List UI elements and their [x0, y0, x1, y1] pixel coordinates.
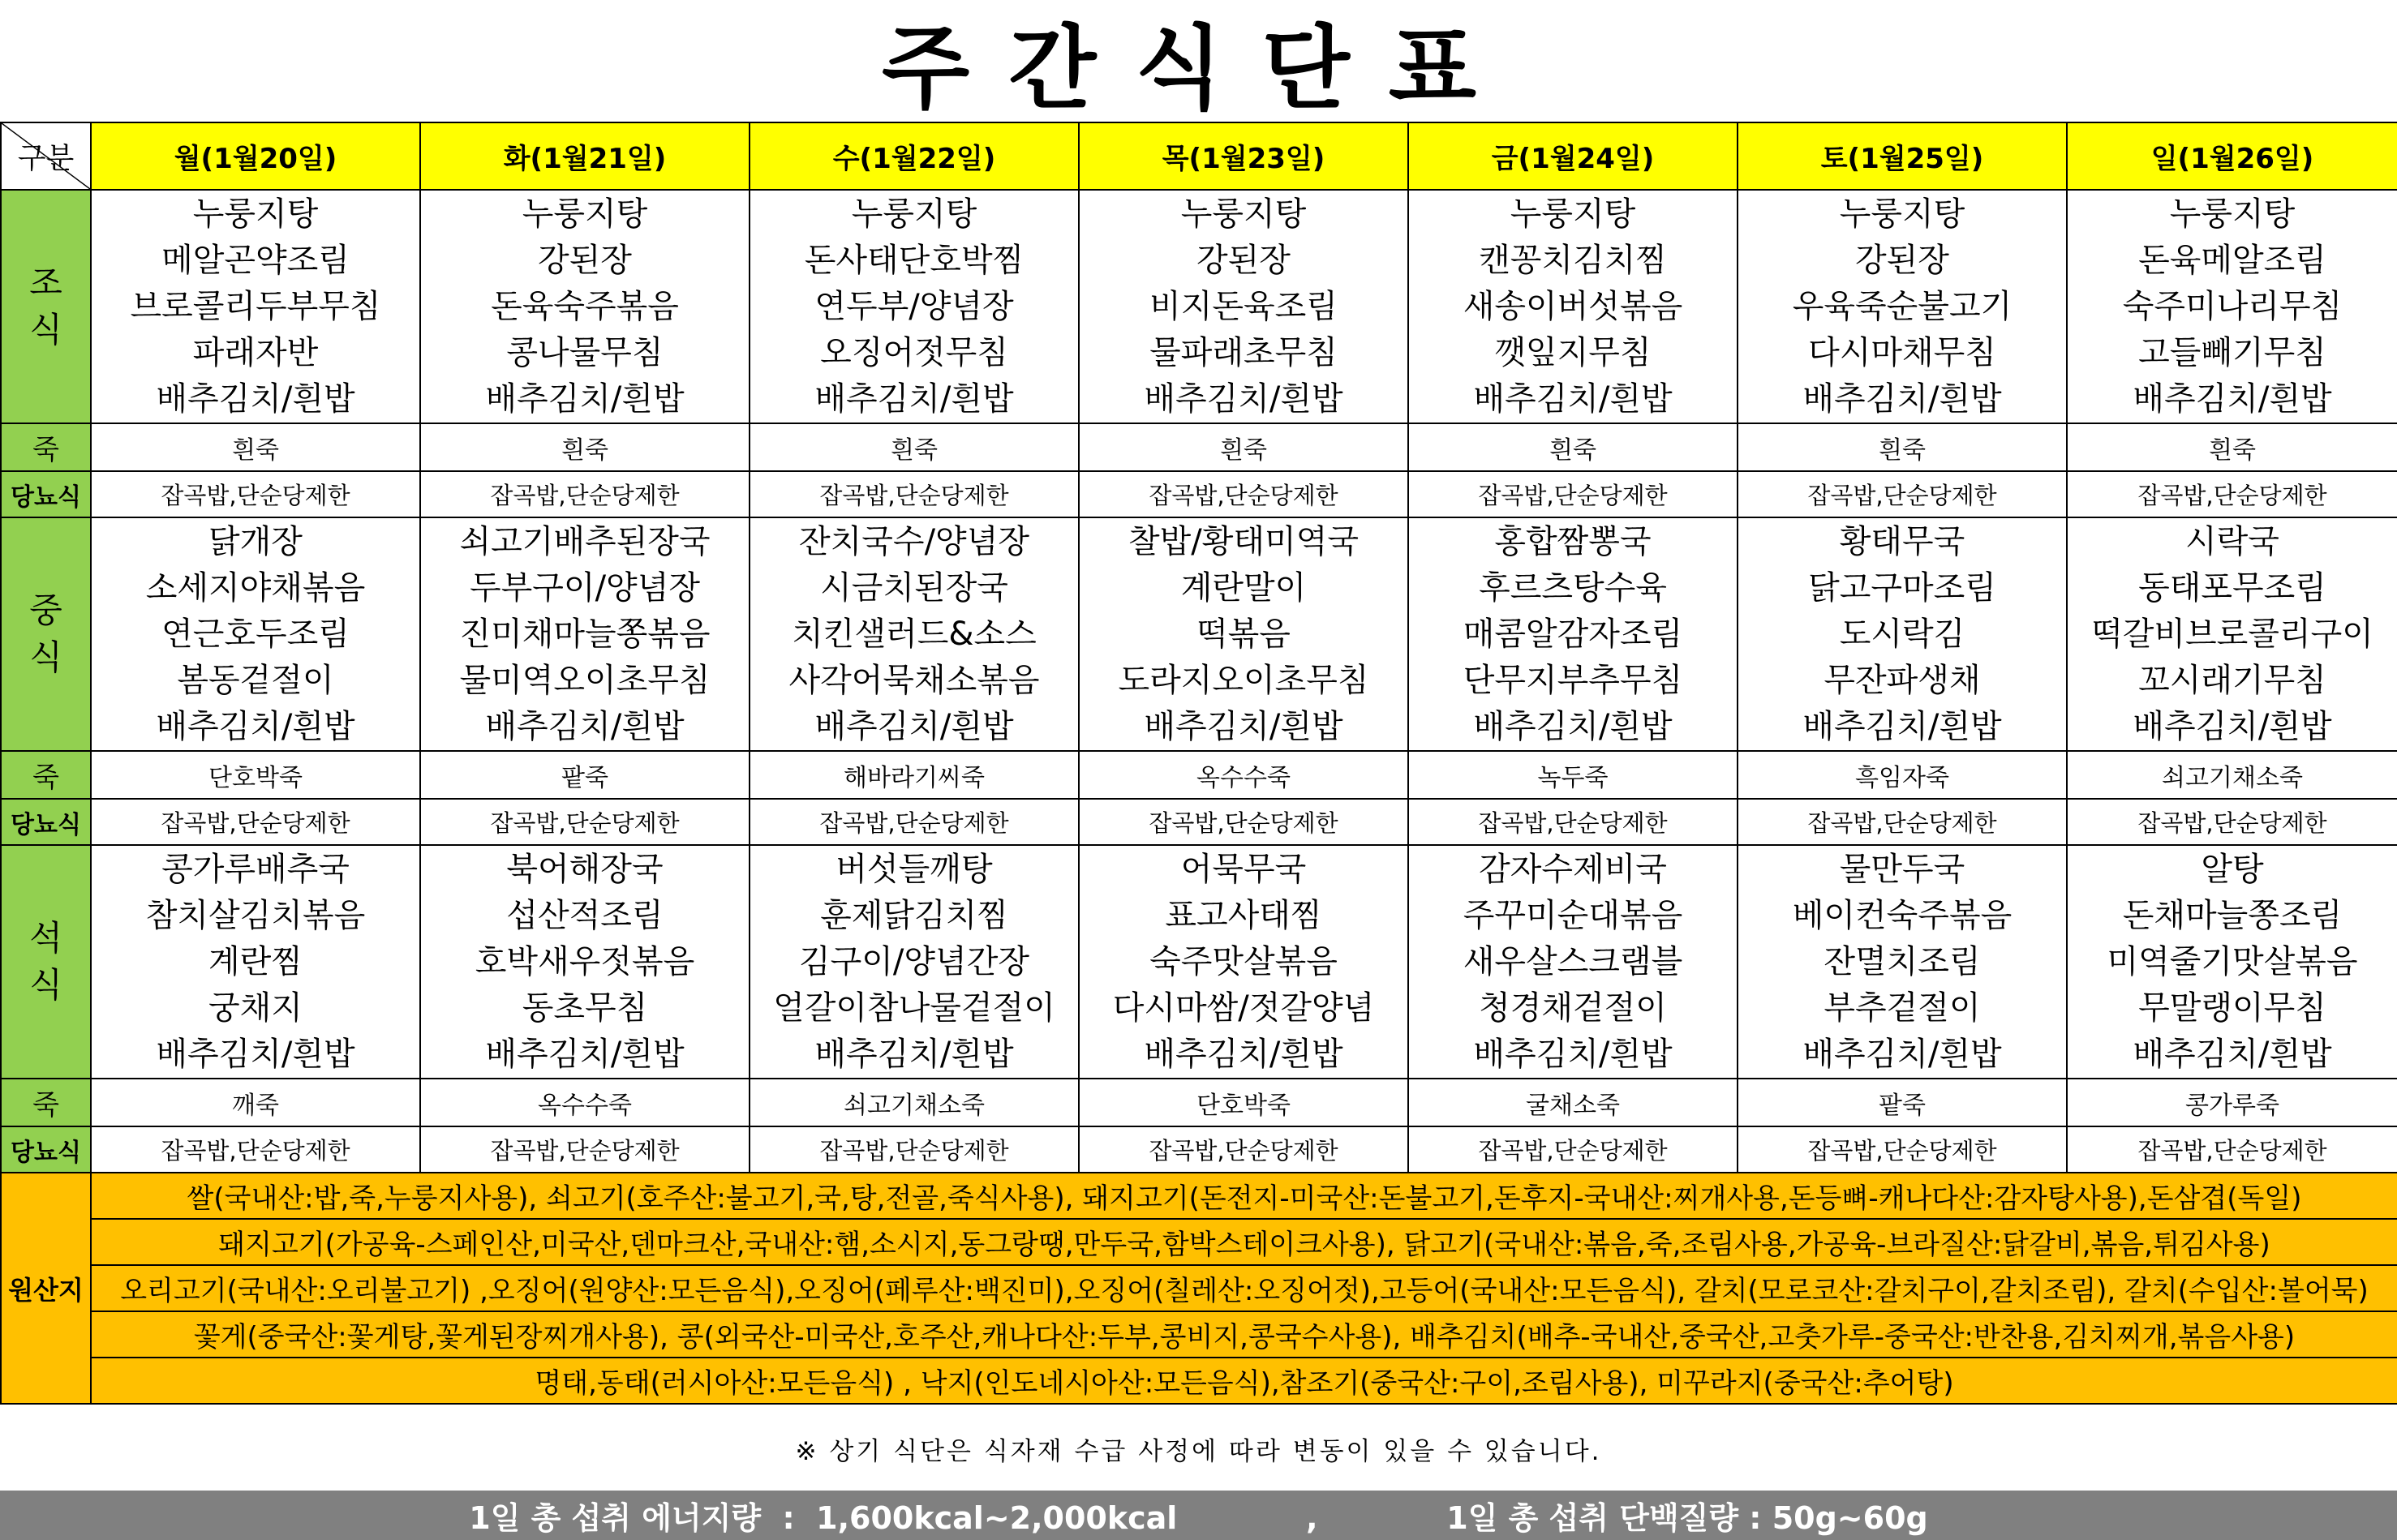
- porridge-cell: 굴채소죽: [1408, 1079, 1738, 1126]
- diabetic-cell: 잡곡밥,단순당제한: [1079, 471, 1408, 517]
- diabetic-cell: 잡곡밥,단순당제한: [1738, 471, 2067, 517]
- diabetic-cell: 잡곡밥,단순당제한: [91, 471, 420, 517]
- diabetic-cell: 잡곡밥,단순당제한: [1408, 1126, 1738, 1173]
- menu-item: 누룽지탕: [1180, 195, 1307, 233]
- menu-item: 누룽지탕: [1510, 195, 1636, 233]
- origin-row: [1, 1358, 2397, 1404]
- lunch-cell: [750, 517, 1079, 751]
- menu-item: 감자수제비국: [1479, 850, 1667, 888]
- porridge-cell: 흰죽: [2067, 423, 2397, 471]
- day-header: 금(1월24일): [1408, 122, 1738, 190]
- breakfast-cell: [1408, 190, 1738, 423]
- dinner-diabetic-row: [1, 1126, 2397, 1173]
- menu-item: 알탕: [2201, 850, 2264, 888]
- menu-item: 누룽지탕: [522, 195, 648, 233]
- menu-item: 동태포무조림: [2138, 568, 2326, 607]
- origin-row: [1, 1311, 2397, 1358]
- lunch-cell: [91, 517, 420, 751]
- menu-item: 강된장: [1196, 241, 1291, 279]
- lunch-cell: [2067, 517, 2397, 751]
- menu-item: 다시마쌈/젓갈양념: [1112, 989, 1375, 1027]
- header-row: [1, 122, 2397, 190]
- diabetic-cell: 잡곡밥,단순당제한: [2067, 1126, 2397, 1173]
- menu-item: 황태무국: [1839, 522, 1965, 560]
- breakfast-label-char: 식: [29, 310, 62, 350]
- porridge-cell: 옥수수죽: [1079, 751, 1408, 799]
- menu-item: 닭개장: [208, 522, 303, 560]
- porridge-cell: 단호박죽: [1079, 1079, 1408, 1126]
- origin-line: 오리고기(국내산:오리불고기) ,오징어(원양산:모든음식),오징어(페루산:백진미),오징어(칠레산:오징어젓),고등어(국내산:모든음식), 갈치(모로코산:갈치구이,갈치조림), 갈치(수입산:볼어묵): [91, 1265, 2397, 1311]
- menu-item: 배추김치/흰밥: [156, 1035, 355, 1073]
- diabetic-cell: 잡곡밥,단순당제한: [2067, 799, 2397, 845]
- menu-item: 청경채겉절이: [1479, 989, 1667, 1027]
- porridge-cell: 팥죽: [1738, 1079, 2067, 1126]
- menu-item: 치킨샐러드&소스: [792, 615, 1037, 653]
- menu-item: 어묵무국: [1180, 850, 1307, 888]
- menu-item: 시락국: [2185, 522, 2279, 560]
- origin-line: 꽃게(중국산:꽃게탕,꽃게된장찌개사용), 콩(외국산-미국산,호주산,캐나다산:두부,콩비지,콩국수사용), 배추김치(배추-국내산,중국산,고춧가루-중국산:반찬용,김치찌개,볶음사용): [91, 1311, 2397, 1358]
- porridge-cell: 흰죽: [750, 423, 1079, 471]
- menu-item: 누룽지탕: [192, 195, 319, 233]
- breakfast-label-char: 조: [29, 263, 62, 302]
- porridge-cell: 쇠고기채소죽: [2067, 751, 2397, 799]
- menu-item: 후르츠탕수육: [1479, 568, 1667, 607]
- menu-item: 배추김치/흰밥: [1473, 707, 1673, 745]
- menu-item: 떡볶음: [1196, 615, 1291, 653]
- menu-item: 훈제닭김치찜: [820, 896, 1008, 934]
- menu-item: 무말랭이무침: [2138, 989, 2326, 1027]
- breakfast-cell: [91, 190, 420, 423]
- day-header: 토(1월25일): [1738, 122, 2067, 190]
- breakfast-porridge-row: [1, 423, 2397, 471]
- porridge-cell: 팥죽: [420, 751, 750, 799]
- menu-item: 단무지부추무침: [1463, 661, 1683, 699]
- menu-item: 배추김치/흰밥: [156, 707, 355, 745]
- menu-item: 물파래초무침: [1149, 333, 1338, 371]
- menu-item: 콩가루배추국: [161, 850, 350, 888]
- day-header: 월(1월20일): [91, 122, 420, 190]
- porridge-label: 죽: [1, 1079, 91, 1126]
- lunch-porridge-row: [1, 751, 2397, 799]
- dinner-cell: [420, 845, 750, 1079]
- weekly-menu-table: [0, 122, 2397, 1405]
- menu-item: 참치살김치볶음: [145, 896, 366, 934]
- porridge-cell: 흰죽: [420, 423, 750, 471]
- origin-line: 돼지고기(가공육-스페인산,미국산,덴마크산,국내산:햄,소시지,동그랑땡,만두국,함박스테이크사용), 닭고기(국내산:볶음,죽,조림사용,가공육-브라질산:닭갈비,볶음,튀김사용): [91, 1219, 2397, 1265]
- menu-item: 연두부/양념장: [814, 287, 1014, 325]
- notice-text: ※ 상기 식단은 식자재 수급 사정에 따라 변동이 있을 수 있습니다.: [795, 1436, 1602, 1466]
- menu-item: 돈육메알조림: [2138, 241, 2326, 279]
- menu-item: 잔멸치조림: [1824, 942, 1981, 980]
- menu-item: 숙주미나리무침: [2122, 287, 2343, 325]
- menu-item: 오징어젓무침: [820, 333, 1008, 371]
- origin-line: 명태,동태(러시아산:모든음식) , 낙지(인도네시아산:모든음식),참조기(중국산:구이,조림사용), 미꾸라지(중국산:추어탕): [91, 1358, 2397, 1404]
- diabetic-cell: 잡곡밥,단순당제한: [420, 799, 750, 845]
- lunch-cell: [1079, 517, 1408, 751]
- menu-item: 배추김치/흰밥: [1802, 1035, 2002, 1073]
- menu-item: 배추김치/흰밥: [1144, 380, 1343, 418]
- diabetic-cell: 잡곡밥,단순당제한: [750, 1126, 1079, 1173]
- diabetic-label: 당뇨식: [1, 1126, 91, 1173]
- page-title: 주간식단표: [882, 15, 1515, 122]
- menu-item: 매콤알감자조림: [1463, 615, 1683, 653]
- diabetic-cell: 잡곡밥,단순당제한: [2067, 471, 2397, 517]
- menu-item: 누룽지탕: [2169, 195, 2296, 233]
- lunch-cell: [1408, 517, 1738, 751]
- menu-item: 호박새우젓볶음: [475, 942, 695, 980]
- menu-item: 돈사태단호박찜: [804, 241, 1025, 279]
- menu-item: 강된장: [1855, 241, 1949, 279]
- diabetic-cell: 잡곡밥,단순당제한: [91, 799, 420, 845]
- menu-item: 소세지야채볶음: [145, 568, 366, 607]
- menu-item: 배추김치/흰밥: [1144, 1035, 1343, 1073]
- diabetic-cell: 잡곡밥,단순당제한: [1408, 799, 1738, 845]
- menu-item: 쇠고기배추된장국: [459, 522, 711, 560]
- porridge-cell: 흰죽: [1079, 423, 1408, 471]
- menu-item: 배추김치/흰밥: [1473, 1035, 1673, 1073]
- menu-item: 물만두국: [1839, 850, 1965, 888]
- menu-item: 배추김치/흰밥: [485, 707, 685, 745]
- menu-item: 다시마채무침: [1808, 333, 1996, 371]
- menu-item: 동초무침: [522, 989, 648, 1027]
- menu-item: 배추김치/흰밥: [814, 380, 1014, 418]
- menu-item: 배추김치/흰밥: [1144, 707, 1343, 745]
- dinner-label: [1, 845, 91, 1079]
- menu-item: 떡갈비브로콜리구이: [2091, 615, 2373, 653]
- porridge-cell: 단호박죽: [91, 751, 420, 799]
- porridge-cell: 흰죽: [1738, 423, 2067, 471]
- menu-item: 돈육숙주볶음: [491, 287, 679, 325]
- menu-item: 메알곤약조림: [161, 241, 350, 279]
- menu-item: 닭고구마조림: [1808, 568, 1996, 607]
- menu-item: 얼갈이참나물겉절이: [773, 989, 1055, 1027]
- menu-item: 시금치된장국: [820, 568, 1008, 607]
- diabetic-label: 당뇨식: [1, 799, 91, 845]
- porridge-cell: 깨죽: [91, 1079, 420, 1126]
- menu-item: 도시락김: [1839, 615, 1965, 653]
- dinner-cell: [1408, 845, 1738, 1079]
- lunch-label-char: 중: [29, 590, 62, 630]
- menu-item: 숙주맛살볶음: [1149, 942, 1338, 980]
- diabetic-cell: 잡곡밥,단순당제한: [1738, 1126, 2067, 1173]
- menu-item: 무잔파생채: [1824, 661, 1981, 699]
- diabetic-cell: 잡곡밥,단순당제한: [1079, 799, 1408, 845]
- menu-item: 배추김치/흰밥: [1473, 380, 1673, 418]
- menu-item: 북어해장국: [506, 850, 664, 888]
- menu-item: 주꾸미순대볶음: [1463, 896, 1683, 934]
- menu-item: 버섯들깨탕: [836, 850, 993, 888]
- menu-item: 베이컨숙주볶음: [1792, 896, 2013, 934]
- menu-item: 배추김치/흰밥: [814, 1035, 1014, 1073]
- porridge-cell: 쇠고기채소죽: [750, 1079, 1079, 1126]
- corner-label: 구분: [17, 142, 75, 175]
- diabetic-cell: 잡곡밥,단순당제한: [420, 471, 750, 517]
- menu-item: 미역줄기맛살볶음: [2107, 942, 2358, 980]
- menu-item: 꼬시래기무침: [2138, 661, 2326, 699]
- corner-cell: [1, 122, 91, 190]
- menu-item: 사각어묵채소볶음: [788, 661, 1040, 699]
- menu-item: 배추김치/흰밥: [814, 707, 1014, 745]
- menu-item: 두부구이/양념장: [470, 568, 700, 607]
- menu-item: 누룽지탕: [851, 195, 977, 233]
- menu-item: 배추김치/흰밥: [2133, 1035, 2332, 1073]
- menu-item: 콩나물무침: [506, 333, 664, 371]
- menu-item: 누룽지탕: [1839, 195, 1965, 233]
- breakfast-cell: [420, 190, 750, 423]
- menu-item: 잔치국수/양념장: [799, 522, 1029, 560]
- menu-item: 김구이/양념간장: [799, 942, 1029, 980]
- menu-item: 캔꽁치김치찜: [1479, 241, 1667, 279]
- lunch-cell: [420, 517, 750, 751]
- breakfast-cell: [2067, 190, 2397, 423]
- dinner-cell: [750, 845, 1079, 1079]
- diabetic-cell: 잡곡밥,단순당제한: [91, 1126, 420, 1173]
- porridge-cell: 해바라기씨죽: [750, 751, 1079, 799]
- diabetic-cell: 잡곡밥,단순당제한: [1408, 471, 1738, 517]
- lunch-diabetic-row: [1, 799, 2397, 845]
- menu-item: 배추김치/흰밥: [156, 380, 355, 418]
- breakfast-row: [1, 190, 2397, 423]
- nutrition-footer: 1일 총 섭취 에너지량 : 1,600kcal~2,000kcal , 1일 총 섭취 단백질량 : 50g~60g: [0, 1491, 2397, 1540]
- breakfast-cell: [750, 190, 1079, 423]
- menu-item: 표고사태찜: [1165, 896, 1322, 934]
- breakfast-diabetic-row: [1, 471, 2397, 517]
- day-header: 수(1월22일): [750, 122, 1079, 190]
- menu-item: 부추겉절이: [1824, 989, 1981, 1027]
- dinner-label-char: 식: [29, 965, 62, 1005]
- diabetic-cell: 잡곡밥,단순당제한: [750, 799, 1079, 845]
- day-header: 화(1월21일): [420, 122, 750, 190]
- dinner-cell: [1738, 845, 2067, 1079]
- menu-item: 계란찜: [208, 942, 303, 980]
- dinner-label-char: 석: [29, 918, 62, 958]
- origin-line: 쌀(국내산:밥,죽,누룽지사용), 쇠고기(호주산:불고기,국,탕,전골,죽식사용), 돼지고기(돈전지-미국산:돈불고기,돈후지-국내산:찌개사용,돈등뼈-캐나다산:감자탕사용),돈삼겹(독일): [91, 1173, 2397, 1219]
- porridge-cell: 옥수수죽: [420, 1079, 750, 1126]
- porridge-cell: 콩가루죽: [2067, 1079, 2397, 1126]
- porridge-cell: 흰죽: [91, 423, 420, 471]
- menu-item: 배추김치/흰밥: [485, 380, 685, 418]
- menu-item: 섭산적조림: [506, 896, 664, 934]
- menu-item: 돈채마늘쫑조림: [2122, 896, 2343, 934]
- diabetic-cell: 잡곡밥,단순당제한: [1079, 1126, 1408, 1173]
- diabetic-cell: 잡곡밥,단순당제한: [420, 1126, 750, 1173]
- menu-item: 비지돈육조림: [1149, 287, 1338, 325]
- dinner-cell: [91, 845, 420, 1079]
- lunch-row: [1, 517, 2397, 751]
- breakfast-cell: [1738, 190, 2067, 423]
- diabetic-cell: 잡곡밥,단순당제한: [750, 471, 1079, 517]
- dinner-row: [1, 845, 2397, 1079]
- menu-item: 강된장: [538, 241, 632, 279]
- diabetic-label: 당뇨식: [1, 471, 91, 517]
- menu-item: 봄동겉절이: [177, 661, 334, 699]
- origin-row: [1, 1265, 2397, 1311]
- menu-item: 배추김치/흰밥: [485, 1035, 685, 1073]
- breakfast-cell: [1079, 190, 1408, 423]
- menu-item: 배추김치/흰밥: [2133, 380, 2332, 418]
- menu-item: 궁채지: [208, 989, 303, 1027]
- day-header: 목(1월23일): [1079, 122, 1408, 190]
- menu-item: 물미역오이초무침: [459, 661, 711, 699]
- origin-row: [1, 1219, 2397, 1265]
- menu-item: 고들빼기무침: [2138, 333, 2326, 371]
- menu-item: 배추김치/흰밥: [1802, 380, 2002, 418]
- porridge-cell: 녹두죽: [1408, 751, 1738, 799]
- menu-item: 연근호두조림: [161, 615, 350, 653]
- lunch-label-char: 식: [29, 637, 62, 677]
- menu-item: 배추김치/흰밥: [2133, 707, 2332, 745]
- menu-item: 배추김치/흰밥: [1802, 707, 2002, 745]
- menu-item: 브로콜리두부무침: [130, 287, 381, 325]
- lunch-cell: [1738, 517, 2067, 751]
- porridge-label: 죽: [1, 423, 91, 471]
- menu-item: 계란말이: [1180, 568, 1307, 607]
- dinner-porridge-row: [1, 1079, 2397, 1126]
- breakfast-label: [1, 190, 91, 423]
- origin-row: [1, 1173, 2397, 1219]
- porridge-label: 죽: [1, 751, 91, 799]
- menu-item: 찰밥/황태미역국: [1128, 522, 1359, 560]
- menu-item: 도라지오이초무침: [1118, 661, 1369, 699]
- dinner-cell: [1079, 845, 1408, 1079]
- porridge-cell: 흑임자죽: [1738, 751, 2067, 799]
- menu-item: 새우살스크램블: [1463, 942, 1683, 980]
- menu-item: 파래자반: [192, 333, 319, 371]
- menu-item: 진미채마늘쫑볶음: [459, 615, 711, 653]
- menu-item: 우육죽순불고기: [1792, 287, 2013, 325]
- diabetic-cell: 잡곡밥,단순당제한: [1738, 799, 2067, 845]
- menu-item: 새송이버섯볶음: [1463, 287, 1683, 325]
- lunch-label: [1, 517, 91, 751]
- day-header: 일(1월26일): [2067, 122, 2397, 190]
- menu-item: 홍합짬뽕국: [1494, 522, 1652, 560]
- menu-item: 깻잎지무침: [1494, 333, 1652, 371]
- porridge-cell: 흰죽: [1408, 423, 1738, 471]
- dinner-cell: [2067, 845, 2397, 1079]
- origin-label: 원산지: [1, 1173, 91, 1404]
